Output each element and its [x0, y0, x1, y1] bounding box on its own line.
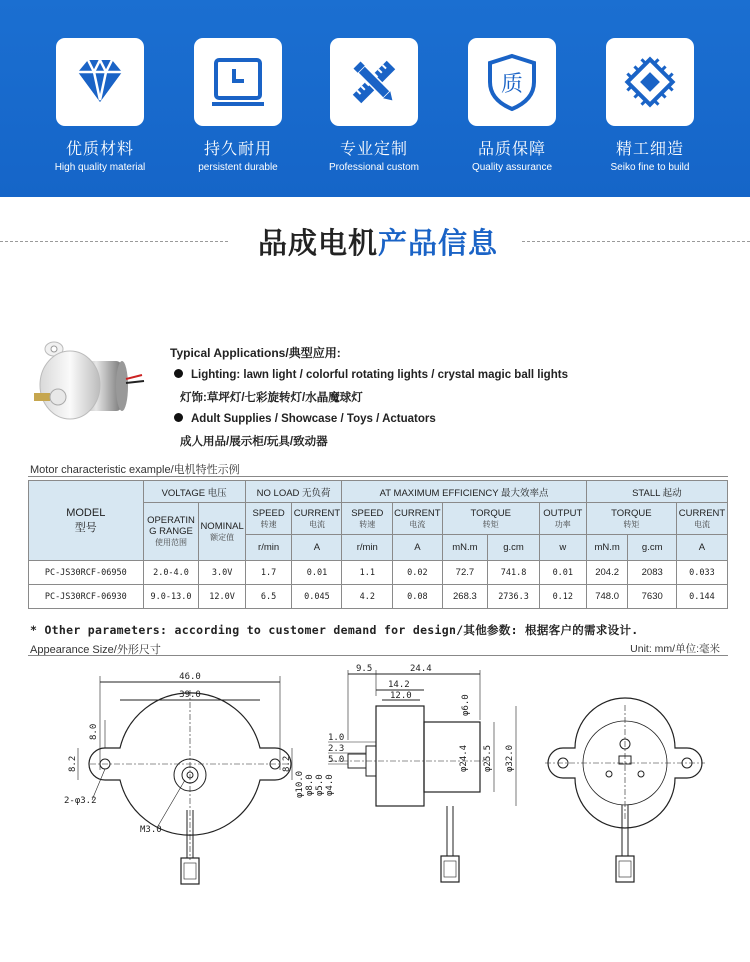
current-header: [393, 503, 442, 535]
pencil-ruler-icon: [342, 50, 406, 114]
application-item-cn: 灯饰:草坪灯/七彩旋转灯/水晶魔球灯: [180, 392, 363, 404]
application-text: Adult Supplies / Showcase / Toys / Actuators: [191, 413, 436, 425]
model-header: [29, 481, 144, 561]
cell-me-torque-mnm: 72.7: [442, 561, 488, 585]
feature-tile: [606, 38, 694, 126]
cell-model: PC-JS30RCF-06930: [29, 585, 144, 609]
model-header-cn: 型号: [74, 521, 97, 534]
cell-range: 2.0-4.0: [143, 561, 199, 585]
current-en: CURRENT: [394, 507, 441, 519]
dim-1-0: 1.0: [328, 733, 345, 743]
feature-tile: [330, 38, 418, 126]
application-text: Lighting: lawn light / colorful rotating lights / crystal magic ball lights: [191, 369, 568, 381]
current-cn: 电流: [409, 519, 426, 529]
op-range-en: OPERATIN G RANGE: [147, 515, 195, 537]
cell-me-output: 0.01: [539, 561, 586, 585]
model-header-en: MODEL: [66, 506, 106, 519]
nominal-header: [199, 503, 245, 561]
diamond-icon: [68, 50, 132, 114]
cell-st-torque-gcm: 7630: [628, 585, 676, 609]
speed-header: [245, 503, 292, 535]
maxeff-header: AT MAXIMUM EFFICIENCY 最大效率点: [342, 481, 586, 503]
dim-phi-32: φ32.0: [505, 744, 515, 772]
dim-24-4: 24.4: [410, 664, 432, 674]
stall-header: STALL 起动: [586, 481, 727, 503]
torque-header: [442, 503, 539, 535]
chip-icon: [618, 50, 682, 114]
unit-mnm: mN.m: [442, 535, 488, 561]
feature-label-cn: 持久耐用: [203, 139, 272, 158]
op-range-cn: 使用范围: [154, 538, 187, 547]
table-row: [29, 561, 728, 585]
dim-phi-10: φ10.0: [295, 770, 305, 798]
current-en: CURRENT: [678, 507, 726, 519]
nominal-en: NOMINAL: [200, 520, 244, 532]
feature-seiko-fine: [590, 38, 710, 173]
feature-label-cn: 精工细造: [615, 139, 684, 158]
cell-nominal: 3.0V: [199, 561, 245, 585]
dim-2-phi-3-2: 2-φ3.2: [64, 796, 97, 806]
torque-header: [586, 503, 676, 535]
application-item-cn: 成人用品/展示柜/玩具/致动器: [180, 436, 328, 448]
side-view-drawing: [290, 660, 550, 960]
feature-banner: [0, 0, 750, 197]
cell-me-torque-mnm: 268.3: [442, 585, 488, 609]
bullet-icon: [174, 413, 183, 422]
unit-a: A: [292, 535, 342, 561]
cell-me-current: 0.08: [393, 585, 442, 609]
cell-me-torque-gcm: 741.8: [488, 561, 540, 585]
divider: [522, 241, 750, 242]
output-en: OUTPUT: [543, 507, 583, 519]
table-row: [29, 585, 728, 609]
bullet-icon: [174, 369, 183, 378]
current-cn: 电流: [308, 519, 325, 529]
section-title: [0, 221, 750, 261]
dim-8-2-right: 8.2: [282, 755, 292, 772]
clock-monitor-icon: [206, 50, 270, 114]
dim-8-0: 8.0: [89, 723, 99, 740]
divider: [28, 476, 728, 477]
dim-m3: M3.0: [140, 825, 162, 835]
feature-tile: [194, 38, 282, 126]
current-header: [676, 503, 727, 535]
speed-cn: 转速: [260, 519, 277, 529]
unit-rmin: r/min: [342, 535, 393, 561]
motor-photo: [30, 335, 150, 435]
feature-label-en: Professional custom: [328, 162, 420, 173]
speed-cn: 转速: [359, 519, 376, 529]
section-title-text: [238, 221, 518, 262]
cell-me-speed: 4.2: [342, 585, 393, 609]
dim-39: 39.0: [179, 690, 201, 700]
speed-en: SPEED: [252, 507, 285, 519]
dim-phi-6: φ6.0: [461, 694, 471, 716]
feature-high-quality-material: [40, 38, 160, 173]
unit-gcm: g.cm: [488, 535, 540, 561]
unit-rmin: r/min: [245, 535, 292, 561]
current-cn: 电流: [693, 519, 710, 529]
feature-label-en: Quality assurance: [471, 162, 553, 173]
speed-header: [342, 503, 393, 535]
torque-en: TORQUE: [611, 507, 652, 519]
cell-st-torque-mnm: 748.0: [586, 585, 628, 609]
dim-phi-8: φ8.0: [305, 774, 315, 796]
dim-14-2: 14.2: [388, 680, 410, 690]
cell-nl-speed: 1.7: [245, 561, 292, 585]
motor-spec-table: [28, 480, 728, 609]
torque-en: TORQUE: [470, 507, 511, 519]
torque-cn: 转矩: [623, 519, 640, 529]
cell-nl-speed: 6.5: [245, 585, 292, 609]
section-title-part2: 产品信息: [378, 226, 499, 260]
cell-me-torque-gcm: 2736.3: [488, 585, 540, 609]
applications-header: Typical Applications/典型应用:: [170, 346, 341, 360]
table-caption: Motor characteristic example/电机特性示例: [30, 464, 240, 476]
typical-applications: [170, 344, 568, 449]
dim-8-2-left: 8.2: [68, 755, 78, 772]
feature-tile: [56, 38, 144, 126]
feature-persistent-durable: [178, 38, 298, 173]
nominal-cn: 额定值: [210, 532, 235, 542]
rear-view-drawing: [545, 660, 725, 960]
feature-label-cn: 优质材料: [65, 139, 134, 158]
cell-st-current: 0.033: [676, 561, 727, 585]
cell-st-current: 0.144: [676, 585, 727, 609]
speed-en: SPEED: [351, 507, 384, 519]
appearance-size-label: Appearance Size/外形尺寸: [30, 644, 161, 656]
dim-phi-5: φ5.0: [315, 774, 325, 796]
output-cn: 功率: [554, 519, 571, 529]
op-range-header: [143, 503, 199, 561]
unit-a: A: [676, 535, 727, 561]
current-header: [292, 503, 342, 535]
torque-cn: 转矩: [482, 519, 499, 529]
feature-label-cn: 专业定制: [339, 139, 408, 158]
unit-label: Unit: mm/单位:毫米: [630, 643, 720, 655]
dim-phi-4: φ4.0: [325, 774, 335, 796]
feature-label-en: persistent durable: [198, 162, 278, 173]
unit-w: w: [539, 535, 586, 561]
cell-model: PC-JS30RCF-06950: [29, 561, 144, 585]
current-en: CURRENT: [293, 507, 341, 519]
quality-glyph: 质: [500, 72, 524, 97]
quality-shield-icon: [480, 50, 544, 114]
feature-label-en: High quality material: [54, 162, 146, 173]
feature-professional-custom: [314, 38, 434, 173]
other-parameters-note: * Other parameters: according to customer demand for design/其他参数: 根据客户的需求设计.: [30, 623, 639, 637]
cell-me-current: 0.02: [393, 561, 442, 585]
dim-12-0: 12.0: [390, 691, 412, 701]
dim-5-0: 5.0: [328, 755, 345, 765]
dim-46: 46.0: [179, 672, 201, 682]
divider: [28, 655, 728, 656]
cell-me-output: 0.12: [539, 585, 586, 609]
cell-st-torque-mnm: 204.2: [586, 561, 628, 585]
voltage-header: VOLTAGE 电压: [143, 481, 245, 503]
dim-2-3: 2.3: [328, 744, 345, 754]
feature-label-en: Seiko fine to build: [610, 162, 690, 173]
feature-label-cn: 品质保障: [477, 139, 546, 158]
cell-range: 9.0-13.0: [143, 585, 199, 609]
dim-phi-24-4: φ24.4: [459, 744, 469, 772]
front-view-drawing: [30, 660, 300, 960]
application-item: [188, 369, 568, 381]
feature-quality-assurance: [452, 38, 572, 173]
cell-nl-current: 0.045: [292, 585, 342, 609]
application-item: [188, 413, 568, 425]
section-title-part1: 品成电机: [257, 226, 378, 260]
feature-tile: [468, 38, 556, 126]
dim-phi-25-5: φ25.5: [483, 744, 493, 772]
output-header: [539, 503, 586, 535]
cell-nl-current: 0.01: [292, 561, 342, 585]
cell-st-torque-gcm: 2083: [628, 561, 676, 585]
unit-mnm: mN.m: [586, 535, 628, 561]
unit-gcm: g.cm: [628, 535, 676, 561]
dim-9-5: 9.5: [356, 664, 373, 674]
cell-me-speed: 1.1: [342, 561, 393, 585]
cell-nominal: 12.0V: [199, 585, 245, 609]
noload-header: NO LOAD 无负荷: [245, 481, 342, 503]
divider: [0, 241, 228, 242]
unit-a: A: [393, 535, 442, 561]
